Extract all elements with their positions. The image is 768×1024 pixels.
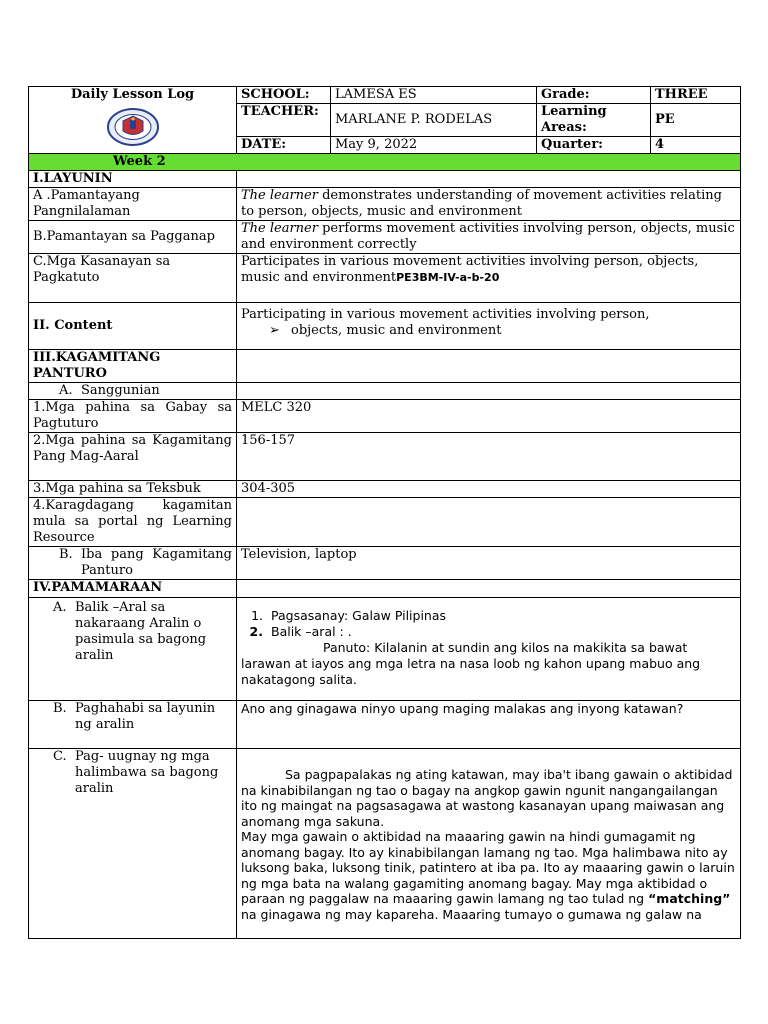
- content-value: [237, 303, 741, 350]
- balik-aral-text: Balik –Aral sa nakaraang Aralin o pasimula sa bagong aralin: [75, 600, 207, 663]
- grade-label: Grade:: [537, 87, 651, 104]
- iba-pang-marker: B.: [59, 547, 73, 562]
- pagsasanay-item: Pagsasanay: Galaw Pilipinas: [271, 608, 447, 623]
- iba-pang-text: Iba pang Kagamitang Panturo: [81, 547, 232, 578]
- pamantayang-pangnilalaman-label: A .Pamantayang Pangnilalaman: [29, 188, 237, 221]
- pag-uugnay-text: Pag- uugnay ng mga halimbawa sa bagong aralin: [75, 749, 219, 796]
- pag-uugnay-label: [29, 749, 237, 939]
- karagdagang-value: [237, 498, 741, 547]
- balik-aral-label: [29, 598, 237, 701]
- kagamitan-empty: [237, 350, 741, 383]
- learning-areas-label: Learning Areas:: [537, 104, 651, 137]
- teacher-label: TEACHER:: [237, 104, 331, 137]
- paghahabi-text: Paghahabi sa layunin ng aralin: [75, 701, 216, 732]
- content-line-2: objects, music and environment: [291, 323, 502, 338]
- pamantayang-pangnilalaman-text: demonstrates understanding of movement activities relating to person, objects, music and environment: [241, 188, 722, 219]
- date-value: May 9, 2022: [331, 137, 537, 154]
- sanggunian-empty: [237, 383, 741, 400]
- pamantayan-pagganap-label: B.Pamantayan sa Pagganap: [29, 221, 237, 254]
- iba-pang-kagamitan-value: Television, laptop: [237, 547, 741, 580]
- kasanayan-value: [237, 254, 741, 303]
- panuto-text: Panuto: Kilalanin at sundin ang kilos na makikita sa bawat larawan at iayos ang mga letra na nasa loob ng kahon upang mabuo ang nakatagong salita.: [241, 640, 701, 687]
- matching-term: “matching”: [648, 891, 731, 906]
- teksbuk-label: 3.Mga pahina sa Teksbuk: [29, 481, 237, 498]
- pamantayan-pagganap-value: [237, 221, 741, 254]
- pamantayan-pagganap-text: performs movement activities involving person, objects, music and environment correctly: [241, 221, 735, 252]
- gabay-label: 1.Mga pahina sa Gabay sa Pagtuturo: [29, 400, 237, 433]
- karagdagang-label: 4.Karagdagang kagamitan mula sa portal ng Learning Resource: [29, 498, 237, 547]
- paghahabi-marker: B.: [53, 701, 67, 716]
- quarter-label: Quarter:: [537, 137, 651, 154]
- pamantayang-pangnilalaman-value: [237, 188, 741, 221]
- item-number: 2.: [249, 624, 263, 639]
- pamamaraan-heading: IV.PAMAMARAAN: [29, 580, 237, 598]
- grade-value: THREE: [651, 87, 741, 104]
- school-label: SCHOOL:: [237, 87, 331, 104]
- lesson-log-table: [28, 86, 741, 939]
- gabay-value: MELC 320: [237, 400, 741, 433]
- competency-code: PE3BM-IV-a-b-20: [396, 271, 500, 284]
- week-banner: Week 2: [29, 154, 741, 171]
- pag-uugnay-value: [237, 749, 741, 939]
- content-line-1: Participating in various movement activities involving person,: [241, 307, 650, 322]
- learner-lead: The learner: [241, 188, 318, 203]
- balik-aral-value: [237, 598, 741, 701]
- date-label: DATE:: [237, 137, 331, 154]
- iba-pang-kagamitan-label: [29, 547, 237, 580]
- pag-uugnay-paragraph-1: Sa pagpapalakas ng ating katawan, may iba't ibang gawain o aktibidad na kinabibilangan ng tao o bagay na angkop gawin ngunit nangangailangan ito ng maingat na pagsasagawa at wastong kasanayan upang maiwasan ang anomang mga sakuna.: [241, 767, 733, 829]
- kagamitang-mag-aaral-label: 2.Mga pahina sa Kagamitang Pang Mag-Aaral: [29, 433, 237, 481]
- title-cell: [29, 87, 237, 154]
- log-title: Daily Lesson Log: [70, 87, 195, 102]
- learning-area-value: PE: [651, 104, 741, 137]
- kagamitan-heading: III.KAGAMITANG PANTURO: [29, 350, 237, 383]
- balik-aral-list: [241, 608, 736, 640]
- layunin-heading: I.LAYUNIN: [29, 171, 237, 188]
- pag-uugnay-p2-end: na ginagawa ng may kapareha. Maaaring tumayo o gumawa ng galaw na: [241, 906, 702, 922]
- pag-uugnay-p2-text: May mga gawain o aktibidad na maaaring gawin na hindi gumagamit ng anomang bagay. Ito ay kinabibilangan lamang ng tao. Mga halimbawa nito ay luksong baka, luksong tinik, patintero at iba pa. Ito ay maaaring gawin o laruin ng mga bata na walang gagamiting anomang bagay. May mga aktibidad o paraan ng paggalaw na maaaring gawin lamang ng tao tulad ng: [241, 829, 735, 906]
- kasanayan-text: Participates in various movement activities involving person, objects, music and environment: [241, 254, 699, 285]
- sanggunian-text: Sanggunian: [81, 383, 160, 398]
- content-label: II. Content: [29, 303, 237, 350]
- kagamitang-mag-aaral-value: 156-157: [237, 433, 741, 481]
- pag-uugnay-marker: C.: [53, 749, 67, 764]
- balik-aral-marker: A.: [53, 600, 67, 615]
- teksbuk-value: 304-305: [237, 481, 741, 498]
- sanggunian-label: [29, 383, 237, 400]
- sanggunian-marker: A.: [59, 383, 73, 398]
- bullet-arrow-icon: ➢: [269, 323, 280, 338]
- balik-aral-item: Balik –aral : .: [271, 624, 352, 639]
- item-number: 1.: [251, 608, 263, 623]
- school-value: LAMESA ES: [331, 87, 537, 104]
- paghahabi-value: Ano ang ginagawa ninyo upang maging malakas ang inyong katawan?: [237, 701, 741, 749]
- teacher-value: MARLANE P. RODELAS: [331, 104, 537, 137]
- pamamaraan-empty: [237, 580, 741, 598]
- kasanayan-label: C.Mga Kasanayan sa Pagkatuto: [29, 254, 237, 303]
- paghahabi-label: [29, 701, 237, 749]
- layunin-empty: [237, 171, 741, 188]
- deped-seal-icon: [106, 107, 160, 147]
- pag-uugnay-paragraph-2: [241, 829, 736, 922]
- learner-lead: The learner: [241, 221, 318, 236]
- quarter-value: 4: [651, 137, 741, 154]
- lesson-log: [28, 86, 740, 939]
